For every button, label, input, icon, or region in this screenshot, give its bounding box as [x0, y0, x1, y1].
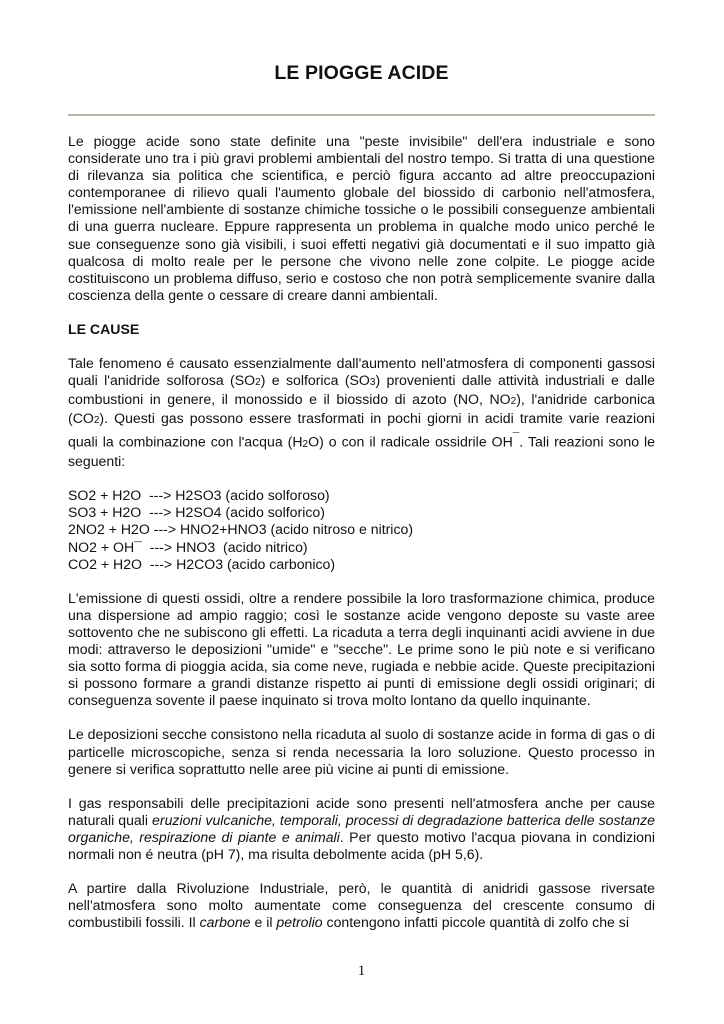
- natural-causes-paragraph: I gas responsabili delle precipitazioni acide sono presenti nell'atmosfera anche per cause naturali quali eruzioni vulcaniche, temporali, processi di degradazione batterica delle sostanze organiche, respirazione di piante e animali. Per questo motivo l'acqua piovana in condizioni normali non é neutra (pH 7), ma risulta debolmente acida (pH 5,6).: [68, 794, 655, 862]
- section-heading-cause: LE CAUSE: [68, 320, 140, 337]
- cause-paragraph: Tale fenomeno é causato essenzialmente dall'aumento nell'atmosfera di componenti gassosi quali l'anidride solforosa (SO2) e solforica (SO3) provenienti dalle attività industriali e dalle combustioni in genere, il monossido e il biossido di azoto (NO, NO2), l'anidride carbonica (CO2). Questi gas possono essere trasformati in pochi giorni in acidi tramite varie reazioni quali la combinazione con l'acqua (H2O) o con il radicale ossidrile OH¯. Tali reazioni sono le seguenti:: [68, 355, 656, 470]
- document-body: [68, 133, 655, 948]
- reaction-line: CO2 + H2O ---> H2CO3 (acido carbonico): [68, 555, 336, 572]
- page-title: LE PIOGGE ACIDE: [274, 62, 449, 84]
- industrial-revolution-paragraph: A partire dalla Rivoluzione Industriale, però, le quantità di anidridi gassose riversate nell'atmosfera sono molto aumentate come conseguenza del crescente consumo di combustibili fossili. Il carbone e il petrolio contengono infatti piccole quantità di zolfo che si: [68, 880, 655, 931]
- title-divider: [68, 114, 655, 116]
- emission-paragraph: L'emissione di questi ossidi, oltre a rendere possibile la loro trasformazione chimica, produce una dispersione ad ampio raggio; così le sostanze acide vengono deposte su vaste aree sottovento che ne subiscono gli effetti. La ricaduta a terra degli inquinanti acidi avviene in due modi: attraverso le deposizioni "umide" e "secche". Le prime sono le più note e si verificano sia sotto forma di pioggia acida, sia come neve, rugiada e nebbie acide. Queste precipitazioni si possono formare a grandi distanze rispetto ai punti di emissione degli ossidi originari; di conseguenza sovente il paese inquinato si trova molto lontano da quello inquinante.: [68, 589, 655, 709]
- dry-deposition-paragraph: Le deposizioni secche consistono nella ricaduta al suolo di sostanze acide in forma di gas o di particelle microscopiche, senza si renda necessaria la loro soluzione. Questo processo in genere si verifica soprattutto nelle aree più vicine ai punti di emissione.: [68, 726, 655, 777]
- reaction-line: SO3 + H2O ---> H2SO4 (acido solforico): [68, 504, 325, 521]
- reaction-line: SO2 + H2O ---> H2SO3 (acido solforoso): [68, 487, 330, 504]
- page-number: 1: [357, 963, 366, 979]
- intro-paragraph: Le piogge acide sono state definite una "peste invisibile" dell'era industriale e sono considerate uno tra i più gravi problemi ambientali del nostro tempo. Si tratta di una questione di rilevanza sia politica che scientifica, e perciò figura accanto ad altre preoccupazioni contemporanee di rilievo quali l'aumento globale del biossido di carbonio nell'atmosfera, l'emissione nell'ambiente di sostanze chimiche tossiche o le possibili conseguenze ambientali di una guerra nucleare. Eppure rappresenta un problema in qualche modo unico perché le sue conseguenze sono già visibili, i suoi effetti negativi già documentati e il suo impatto già qualcosa di molto reale per le persone che vivono nelle zone colpite. Le piogge acide costituiscono un problema diffuso, serio e costoso che non potrà semplicemente svanire dalla coscienza della gente o cessare di creare danni ambientali.: [68, 133, 655, 303]
- reaction-line: 2NO2 + H2O ---> HNO2+HNO3 (acido nitroso e nitrico): [68, 521, 414, 538]
- reaction-list: [68, 487, 655, 572]
- reaction-line: NO2 + OH¯ ---> HNO3 (acido nitrico): [68, 538, 308, 555]
